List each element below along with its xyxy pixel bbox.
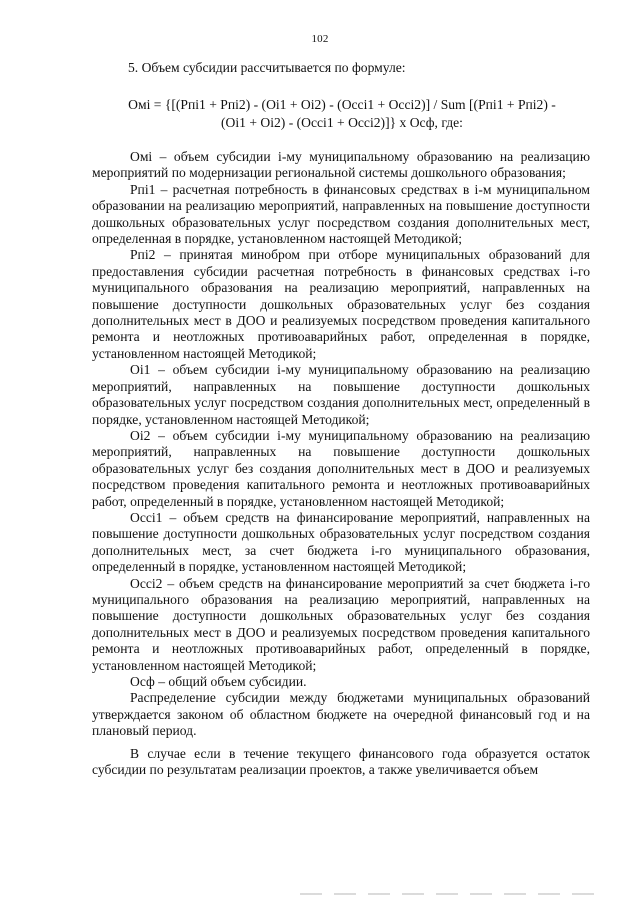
definition-paragraph: Pпi1 – расчетная потребность в финансовых средствах в i-м муниципальном образовании на реализацию мероприятий, направленных на повышение доступности дошкольных образовательных услуг посредством создания дополнительных мест, определенная в порядке, установленном настоящей Методикой; — [92, 181, 590, 247]
body-paragraph: Распределение субсидии между бюджетами муниципальных образований утверждается законом об областном бюджете на очередной финансовый год и на плановый период. — [92, 690, 590, 739]
definitions-body — [92, 149, 590, 778]
scan-artifact — [300, 893, 600, 895]
definition-paragraph: Омi – объем субсидии i-му муниципальному образованию на реализацию мероприятий по модернизации региональной системы дошкольного образования; — [92, 149, 590, 181]
subsidy-formula — [94, 96, 590, 132]
definition-paragraph: Oсф – общий объем субсидии. — [130, 674, 307, 689]
formula-line-1: Омi = {[(Pпi1 + Pпi2) - (Oi1 + Oi2) - (Occi1 + Occi2)] / Sum [(Pпi1 + Pпi2) - — [128, 97, 556, 112]
definition-paragraph: Occi2 – объем средств на финансирование мероприятий за счет бюджета i-го муниципального образования на реализацию мероприятий, направленных на повышение доступности дошкольных образовательных услуг без создания дополнительных мест в ДОО и реализуемых посредством проведения капитального ремонта и неотложных противоаварийных работ, определенный в порядке, установленном настоящей Методикой; — [92, 575, 590, 673]
definition-paragraph: Oi2 – объем субсидии i-му муниципальному образованию на реализацию мероприятий, направленных на повышение доступности дошкольных образовательных услуг без создания дополнительных мест в ДОО и реализуемых посредством проведения капитального ремонта и неотложных противоаварийных работ, определенный в порядке, установленном настоящей Методикой; — [92, 427, 590, 509]
definition-paragraph: Pпi2 – принятая минобром при отборе муниципальных образований для предоставления субсидии расчетная потребность в финансовых средствах i-го муниципального образования на реализацию мероприятий, направленных на повышение доступности дошкольных образовательных услуг без создания дополнительных мест в ДОО и реализуемых посредством проведения капитального ремонта и неотложных противоаварийных работ, определенная в порядке, установленном настоящей Методикой; — [92, 247, 590, 361]
body-paragraph: В случае если в течение текущего финансового года образуется остаток субсидии по результатам реализации проектов, а также увеличивается объем — [92, 745, 590, 778]
definition-paragraph: Occi1 – объем средств на финансирование мероприятий, направленных на повышение доступности дошкольных образовательных услуг посредством создания дополнительных мест, за счет бюджета i-го муниципального образования, определенный в порядке, установленном настоящей Методикой; — [92, 509, 590, 575]
definition-paragraph: Oi1 – объем субсидии i-му муниципальному образованию на реализацию мероприятий, направленных на повышение доступности дошкольных образовательных услуг посредством создания дополнительных мест, определенный в порядке, установленном настоящей Методикой; — [92, 362, 590, 427]
page-number: 102 — [311, 33, 329, 45]
formula-line-2: (Oi1 + Oi2) - (Occi1 + Occi2)]} x Oсф, где: — [221, 115, 463, 130]
section-heading: 5. Объем субсидии рассчитывается по формуле: — [128, 60, 406, 75]
